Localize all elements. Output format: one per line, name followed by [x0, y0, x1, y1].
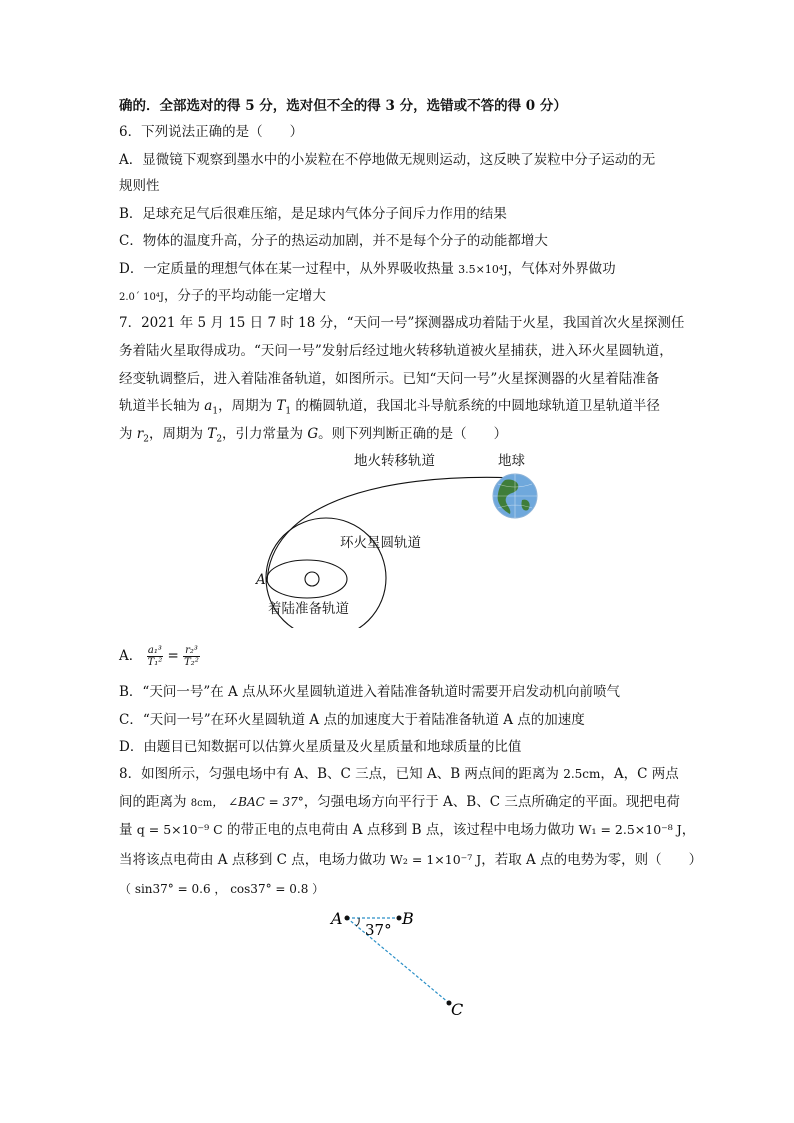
q7-T1: T — [276, 398, 286, 414]
label-c: C — [451, 1000, 464, 1019]
triangle-diagram — [325, 905, 475, 1020]
q7-l5-text3: ，引力常量为 — [222, 426, 308, 442]
q8-work1: W₁ = 2.5×10⁻⁸ J — [578, 822, 682, 837]
q8-ab-distance: 2.5cm — [563, 767, 601, 781]
q7-a1: a — [204, 398, 213, 414]
q7-l5-text: 为 — [119, 426, 137, 442]
q7-l4-text3: 的椭圆轨道，我国北斗导航系统的中圆地球轨道卫星轨道半径 — [291, 398, 660, 414]
landing-orbit-label: 着陆准备轨道 — [268, 601, 349, 617]
circle-orbit-label: 环火星圆轨道 — [340, 535, 421, 551]
q7-a-label: A． — [119, 648, 143, 664]
q7-option-d: D．由题目已知数据可以估算火星质量及火星质量和地球质量的比值 — [119, 739, 522, 755]
q7-l5-text2: ，周期为 — [149, 426, 208, 442]
q6-option-a: A．显微镜下观察到墨水中的小炭粒在不停地做无规则运动，这反映了炭粒中分子运动的无 — [119, 152, 656, 168]
q8-ac-distance: 8cm — [190, 798, 213, 809]
q7-option-b: B．“天问一号”在 A 点从环火星圆轨道进入着陆准备轨道时需要开启发动机向前喷气 — [119, 684, 621, 700]
q7-a-frac-den: T₁² — [147, 657, 163, 668]
q8-angle: ， ∠BAC = 37° — [212, 795, 304, 809]
q8-line-2 — [119, 792, 680, 814]
q7-option-c: C．“天问一号”在环火星圆轨道 A 点的加速度大于着陆准备轨道 A 点的加速度 — [119, 712, 585, 728]
q8-l4-text2: ，若取 A 点的电势为零，则（ ） — [481, 852, 703, 868]
label-a: A — [331, 909, 343, 928]
q7-a-frac2-den: T₂² — [184, 657, 199, 668]
q8-charge: q = 5×10⁻⁹ C — [136, 822, 223, 837]
q7-line-4: 轨道半长轴为 $a_1$，周期为 $T_1$ 的椭圆轨道，我国北斗导航系统的中圆地球轨道卫星轨道半径 — [119, 398, 660, 417]
q8-work2: W₂ = 1×10⁻⁷ J — [390, 852, 482, 867]
q7-line-2: 务着陆火星取得成功。“天问一号”发射后经过地火转移轨道被火星捕获，进入环火星圆轨道， — [119, 343, 673, 359]
q8-l1-text: 8．如图所示，匀强电场中有 A、B、C 三点，已知 A、B 两点间的距离为 — [119, 766, 564, 782]
q7-l5-text4: 。则下列判断正确的是（ ） — [318, 426, 508, 442]
q7-T2: T — [207, 426, 217, 442]
q8-l2-text2: ，匀强电场方向平行于 A、B、C 三点所确定的平面。现把电荷 — [303, 794, 680, 810]
q6-option-c: C．物体的温度升高，分子的热运动加剧，并不是每个分子的动能都增大 — [119, 233, 548, 249]
q7-a-frac2-num: r₂³ — [185, 645, 198, 656]
segment-ac — [347, 918, 449, 1003]
q6-d-work: 2.0´ 10⁴J — [119, 292, 164, 303]
label-b: B — [402, 909, 414, 928]
q8-line-3 — [119, 820, 695, 840]
section-instruction: 确的．全部选对的得 5 分，选对但不全的得 3 分，选错或不答的得 0 分） — [119, 98, 567, 114]
q7-l4-text: 轨道半长轴为 — [119, 398, 205, 414]
q6-d-text3: ，分子的平均动能一定增大 — [163, 288, 326, 304]
q8-l3-text3: ， — [681, 822, 696, 838]
q6-stem: 6．下列说法正确的是（ ） — [119, 124, 304, 140]
q8-l3-text2: 的带正电的点电荷由 A 点移到 B 点，该过程中电场力做功 — [222, 822, 579, 838]
q7-a-eq: = — [167, 648, 179, 664]
q6-option-d — [119, 259, 616, 280]
q8-l1-text2: ，A，C 两点 — [600, 766, 679, 782]
point-b-dot — [397, 916, 402, 921]
q7-a-frac-num: a₁³ — [147, 645, 162, 656]
q6-option-d-cont — [119, 286, 326, 308]
q8-l2-text: 间的距离为 — [119, 794, 191, 810]
q8-l3-text: 量 — [119, 822, 137, 838]
point-a-label: A — [256, 572, 266, 588]
q8-l4-text: 当将该点电荷由 A 点移到 C 点，电场力做功 — [119, 852, 391, 868]
q6-d-text2: ，气体对外界做功 — [507, 261, 616, 277]
q7-line-5: 为 $r_2$，周期为 $T_2$，引力常量为 G。则下列判断正确的是（ ） — [119, 426, 508, 445]
q6-option-a-cont: 规则性 — [119, 178, 160, 194]
q7-line-1: 7．2021 年 5 月 15 日 7 时 18 分，“天问一号”探测器成功着陆于火星，我国首次火星探测任 — [119, 315, 685, 331]
q6-d-heat: 3.5×10⁴J — [458, 263, 508, 276]
q8-line-4 — [119, 850, 702, 870]
q7-l4-text2: ，周期为 — [218, 398, 277, 414]
q7-G: G — [307, 426, 319, 442]
earth-globe-icon — [493, 474, 537, 518]
transfer-orbit-label: 地火转移轨道 — [354, 453, 435, 469]
transfer-orbit-curve — [267, 477, 518, 582]
q7-option-a — [119, 640, 200, 672]
point-a-dot — [345, 916, 350, 921]
q7-r2: r — [136, 426, 144, 442]
q8-line-1 — [119, 764, 679, 784]
q7-line-3: 经变轨调整后，进入着陆准备轨道，如图所示。已知“天问一号”火星探测器的火星着陆准备 — [119, 371, 660, 387]
earth-label: 地球 — [498, 453, 525, 469]
q6-d-text: D．一定质量的理想气体在某一过程中，从外界吸收热量 — [119, 261, 459, 277]
q6-option-b: B．足球充足气后很难压缩，是足球内气体分子间斥力作用的结果 — [119, 206, 507, 222]
angle-label: 37° — [365, 921, 392, 939]
mars-planet — [305, 572, 319, 586]
q8-hint: （ sin37° = 0.6 ， cos37° = 0.8 ） — [119, 882, 325, 896]
angle-arc — [356, 918, 359, 926]
orbit-diagram — [250, 448, 550, 628]
